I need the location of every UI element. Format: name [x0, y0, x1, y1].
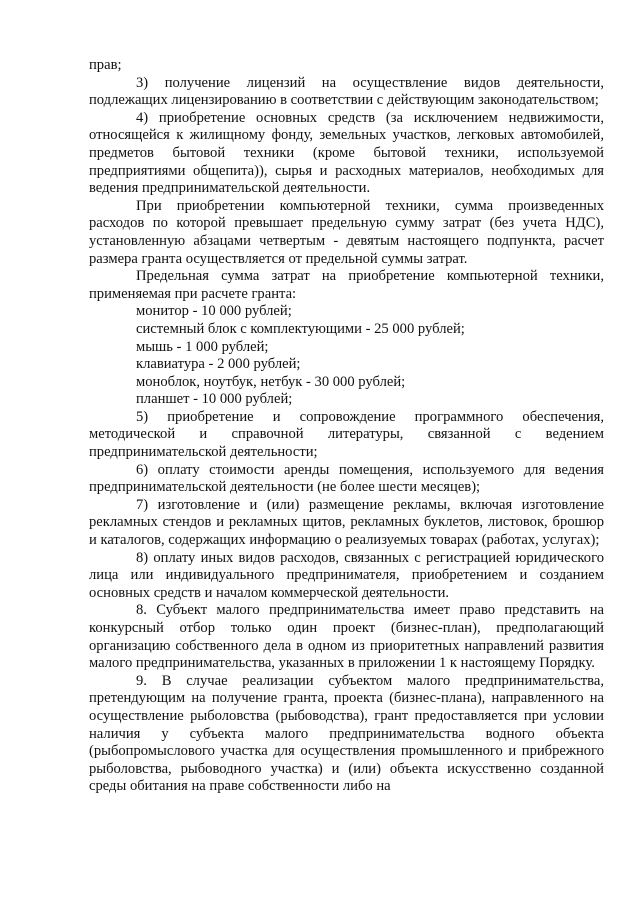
- paragraph-item-3: 3) получение лицензий на осуществление видов деятельности, подлежащих лицензированию в соответствии с действующим законодательством;: [89, 74, 604, 109]
- limit-item-monitor: монитор - 10 000 рублей;: [136, 303, 292, 320]
- limit-item-system-unit: системный блок с комплектующими - 25 000 рублей;: [136, 320, 465, 337]
- limit-item-laptop: моноблок, ноутбук, нетбук - 30 000 рублей;: [136, 373, 406, 390]
- paragraph-computer-purchase: При приобретении компьютерной техники, сумма произведенных расходов по которой превышает предельную сумму затрат (без учета НДС), установленную абзацами четвертым - девятым настоящего подпункта, расчет размера гранта осуществляется от предельной суммы затрат.: [89, 197, 604, 267]
- paragraph-limit-intro: Предельная сумма затрат на приобретение компьютерной техники, применяемая при расчете гранта:: [89, 268, 604, 302]
- paragraph-item-5: 5) приобретение и сопровождение программного обеспечения, методической и справочной литературы, связанной с ведением предпринимательской деятельности;: [89, 408, 604, 461]
- paragraph-section-9: 9. В случае реализации субъектом малого предпринимательства, претендующим на получение гранта, проекта (бизнес-плана), направленного на осуществление рыболовства (рыбоводства), грант предоставляется при условии наличия у субъекта малого предпринимательства водного объекта (рыбопромыслового участка для осуществления промышленного и прибрежного рыболовства, рыбоводного участка) и (или) объекта искусственно созданной среды обитания на праве собственности либо на: [89, 672, 604, 795]
- paragraph-item-6: 6) оплату стоимости аренды помещения, используемого для ведения предпринимательской деятельности (не более шести месяцев);: [89, 461, 604, 496]
- limit-item-mouse: мышь - 1 000 рублей;: [136, 338, 269, 355]
- limit-item-keyboard: клавиатура - 2 000 рублей;: [136, 356, 301, 373]
- paragraph-continuation: прав;: [89, 57, 122, 73]
- paragraph-section-8: 8. Субъект малого предпринимательства имеет право представить на конкурсный отбор только один проект (бизнес-план), предполагающий организацию собственного дела в одном из приоритетных направлений развития малого предпринимательства, указанных в приложении 1 к настоящему Порядку.: [89, 602, 604, 672]
- limit-item-tablet: планшет - 10 000 рублей;: [136, 391, 293, 408]
- document-body: [89, 57, 604, 796]
- paragraph-item-7: 7) изготовление и (или) размещение рекламы, включая изготовление рекламных стендов и рекламных щитов, рекламных буклетов, листовок, брошюр и каталогов, содержащих информацию о реализуемых товарах (работах, услугах);: [89, 496, 604, 549]
- paragraph-item-8: 8) оплату иных видов расходов, связанных с регистрацией юридического лица или индивидуального предпринимателя, приобретением и созданием основных средств и началом коммерческой деятельности.: [89, 549, 604, 601]
- paragraph-item-4: 4) приобретение основных средств (за исключением недвижимости, относящейся к жилищному фонду, земельных участков, легковых автомобилей, предметов бытовой техники (кроме бытовой техники, используемой предприятиями общепита)), сырья и расходных материалов, необходимых для ведения предпринимательской деятельности.: [89, 109, 604, 197]
